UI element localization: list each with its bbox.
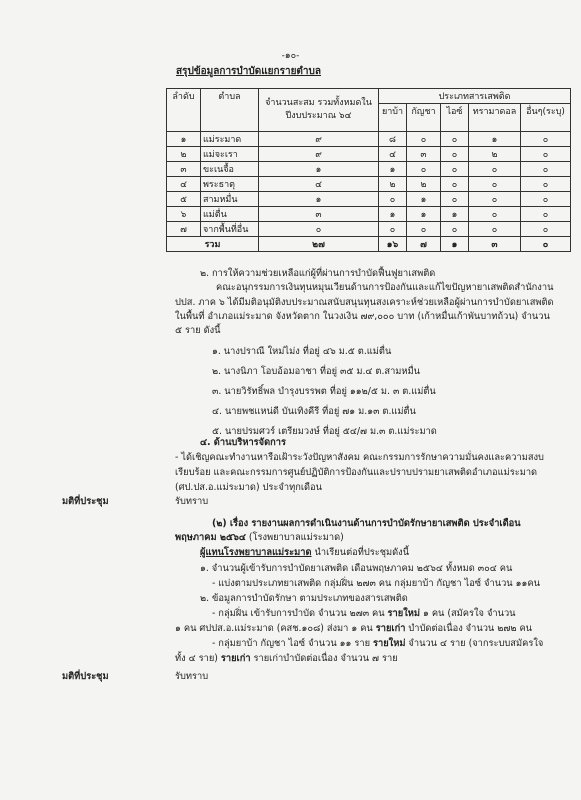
col-header-type: อื่นๆ(ระบุ) bbox=[521, 104, 571, 132]
text-span: - กลุ่มฝิ่น เข้ารับการบำบัด จำนวน ๒๗๓ คน bbox=[212, 608, 388, 619]
cell-order: ๒ bbox=[167, 147, 201, 162]
table-row bbox=[167, 192, 571, 207]
beneficiary-item: ๓. นายวิรัทธิ์พล บำรุงบรรพต ที่อยู่ ๑๑๒/๕ ม. ๓ ต.แม่ตื่น bbox=[212, 386, 436, 397]
new-cases-label: รายใหม่ bbox=[373, 638, 406, 649]
cell-value: ๑ bbox=[407, 192, 441, 207]
cell-total: ๙ bbox=[259, 147, 379, 162]
old-cases-label: รายเก่า bbox=[220, 653, 251, 664]
report-para: - แบ่งตามประเภทยาเสพติด กลุ่มฝิ่น ๒๗๓ คน กลุ่มยาบ้า กัญชา ไอซ์ จำนวน ๑๑คน bbox=[212, 578, 540, 589]
cell-value: ๐ bbox=[441, 147, 469, 162]
col-header-type: กัญชา bbox=[407, 104, 441, 132]
presenter-line bbox=[200, 547, 409, 559]
cell-total: ๙ bbox=[259, 132, 379, 147]
sec4-para: เรียบร้อย และคณะกรรมการศูนย์ปฏิบัติการป้องกันและปราบปรามยาเสพติดอำเภอแม่ระมาด bbox=[175, 467, 538, 478]
cell-order: ๔ bbox=[167, 177, 201, 192]
cell-value: ๒ bbox=[469, 147, 521, 162]
table-row bbox=[167, 177, 571, 192]
text-span: - กลุ่มยาบ้า กัญชา ไอซ์ จำนวน ๑๑ ราย bbox=[212, 638, 373, 649]
cell-total: ๓ bbox=[259, 207, 379, 222]
report-para bbox=[212, 608, 516, 620]
cell-subdistrict: ขะเนจื้อ bbox=[201, 162, 259, 177]
sec2-para: ปปส. ภาค ๖ ได้มีมติอนุมัติงบประมาณสนับสนุนทุนสงเคราะห์ช่วยเหลือผู้ผ่านการบำบัดยาเสพติด bbox=[175, 297, 554, 308]
sec4-title: ๔. ด้านบริหารจัดการ bbox=[200, 437, 286, 448]
cell-value: ๑ bbox=[469, 132, 521, 147]
cell-value: ๐ bbox=[521, 162, 571, 177]
cell-value: ๗ bbox=[407, 237, 441, 252]
table-row bbox=[167, 207, 571, 222]
col-header-type: ยาบ้า bbox=[379, 104, 407, 132]
cell-total: ๑ bbox=[259, 192, 379, 207]
cell-total: ๔ bbox=[259, 177, 379, 192]
beneficiary-item: ๒. นางนิภา โอบอ้อมอาชา ที่อยู่ ๓๕ ม.๔ ต.สามหมื่น bbox=[212, 366, 421, 377]
cell-value: ๘ bbox=[379, 132, 407, 147]
cell-value: ๐ bbox=[407, 222, 441, 237]
page-number: -๑๐- bbox=[281, 51, 300, 61]
report-para: ๑. จำนวนผู้เข้ารับการบำบัดยาเสพติด เดือนพฤษภาคม ๒๕๖๔ ทั้งหมด ๓๐๔ คน bbox=[200, 563, 513, 574]
cell-total: ๒๗ bbox=[259, 237, 379, 252]
cell-value: ๐ bbox=[441, 162, 469, 177]
cell-value: ๐ bbox=[521, 177, 571, 192]
text-span: จำนวน ๔ ราย (จากระบบสมัครใจ bbox=[405, 638, 544, 649]
text-span: ทั้ง ๔ ราย) bbox=[175, 653, 221, 664]
cell-subdistrict: แม่จะเรา bbox=[201, 147, 259, 162]
cell-value: ๐ bbox=[407, 162, 441, 177]
cell-value: ๑ bbox=[379, 207, 407, 222]
cell-value: ๐ bbox=[407, 132, 441, 147]
cell-value: ๑ bbox=[441, 207, 469, 222]
presenter-name: ผู้แทนโรงพยาบาลแม่ระมาด bbox=[200, 547, 312, 558]
table-total-row bbox=[167, 237, 571, 252]
table-body bbox=[167, 132, 571, 252]
hospital-note: (โรงพยาบาลแม่ระมาด) bbox=[245, 532, 344, 543]
text-span: ๑ คน (สมัครใจ จำนวน bbox=[420, 608, 516, 619]
cell-value: ๐ bbox=[441, 192, 469, 207]
cell-total: ๐ bbox=[259, 222, 379, 237]
table-header-row bbox=[167, 89, 571, 104]
beneficiary-item: ๔. นายพชแหน่ดี บันเทิงคีรี ที่อยู่ ๗๑ ม.๑๓ ต.แม่ตื่น bbox=[212, 406, 416, 417]
cell-value: ๐ bbox=[441, 177, 469, 192]
cell-value: ๑ bbox=[407, 207, 441, 222]
resolution-label: มติที่ประชุม bbox=[62, 671, 109, 682]
text-span: บำบัดต่อเนื่อง จำนวน ๒๗๒ คน bbox=[405, 623, 533, 634]
sec4-para: (ศป.ปส.อ.แม่ระมาด) ประจำทุกเดือน bbox=[175, 482, 322, 493]
cell-value: ๐ bbox=[441, 222, 469, 237]
cell-value: ๓ bbox=[469, 237, 521, 252]
cell-total: ๑ bbox=[259, 162, 379, 177]
cell-value: ๐ bbox=[469, 207, 521, 222]
col-header-subdistrict: ตำบล bbox=[201, 89, 259, 132]
table-row bbox=[167, 147, 571, 162]
report-month: พฤษภาคม ๒๕๖๔ bbox=[175, 532, 246, 543]
sec2-para: ในพื้นที่ อำเภอแม่ระมาด จังหวัดตาก ในวงเงิน ๗๙,๐๐๐ บาท (เก้าหมื่นเก้าพันบาทถ้วน) จำนวน bbox=[175, 311, 550, 322]
report-para bbox=[175, 623, 532, 635]
cell-order: ๑ bbox=[167, 132, 201, 147]
cell-value: ๑ bbox=[379, 162, 407, 177]
col-header-total: จำนวนสะสม รวมทั้งหมดใน ปีงบประมาณ ๖๔ bbox=[259, 89, 379, 132]
agenda-item-subtitle bbox=[175, 532, 344, 544]
cell-subdistrict: แม่ตื่น bbox=[201, 207, 259, 222]
text-span: ๑ คน ศปปส.อ.แม่ระมาด (คสช.๑๐๘) ส่งมา ๑ คน bbox=[175, 623, 376, 634]
agenda-item-title: (๒) เรื่อง รายงานผลการดำเนินงานด้านการบำบัดรักษายาเสพติด ประจำเดือน bbox=[212, 518, 521, 529]
cell-value: ๔ bbox=[379, 147, 407, 162]
new-cases-label: รายใหม่ bbox=[387, 608, 421, 619]
cell-value: ๒ bbox=[407, 177, 441, 192]
table-row bbox=[167, 222, 571, 237]
sec2-para: ๕ ราย ดังนี้ bbox=[175, 325, 221, 336]
cell-value: ๐ bbox=[521, 207, 571, 222]
drug-treatment-table bbox=[166, 88, 571, 252]
report-para bbox=[175, 653, 398, 665]
table-row bbox=[167, 132, 571, 147]
cell-value: ๒ bbox=[379, 177, 407, 192]
cell-value: ๐ bbox=[521, 192, 571, 207]
cell-value: ๐ bbox=[379, 222, 407, 237]
cell-subdistrict: แม่ระมาด bbox=[201, 132, 259, 147]
old-cases-label: รายเก่า bbox=[375, 623, 406, 634]
table-row bbox=[167, 162, 571, 177]
cell-value: ๐ bbox=[521, 147, 571, 162]
cell-value: ๐ bbox=[441, 132, 469, 147]
cell-value: ๐ bbox=[469, 222, 521, 237]
beneficiary-item: ๕. นายปรมศวร์ เตรียมวงษ์ ที่อยู่ ๕๔/๗ ม.๓ ต.แม่ระมาด bbox=[212, 426, 437, 437]
cell-subdistrict: สามหมื่น bbox=[201, 192, 259, 207]
cell-value: ๐ bbox=[379, 192, 407, 207]
sec4-para: - ได้เชิญคณะทำงานหารือเฝ้าระวังปัญหาสังคม คณะกรรมการรักษาความมั่นคงและความสงบ bbox=[175, 452, 544, 463]
resolution-text: รับทราบ bbox=[175, 496, 209, 507]
resolution-text: รับทราบ bbox=[175, 671, 209, 682]
col-header-drug-type: ประเภทสารเสพติด bbox=[379, 89, 571, 104]
cell-total-label: รวม bbox=[167, 237, 259, 252]
cell-value: ๑๖ bbox=[379, 237, 407, 252]
cell-value: ๑ bbox=[441, 237, 469, 252]
col-header-type: ไอซ์ bbox=[441, 104, 469, 132]
cell-order: ๖ bbox=[167, 207, 201, 222]
report-para bbox=[212, 638, 543, 650]
beneficiary-item: ๑. นางปราณี ใหม่ไม่ง ที่อยู่ ๔๖ ม.๕ ต.แม่ตื่น bbox=[212, 346, 392, 357]
cell-order: ๗ bbox=[167, 222, 201, 237]
col-header-order: ลำดับ bbox=[167, 89, 201, 132]
cell-value: ๐ bbox=[521, 132, 571, 147]
cell-value: ๐ bbox=[469, 192, 521, 207]
cell-order: ๓ bbox=[167, 162, 201, 177]
report-para: ๒. ข้อมูลการบำบัดรักษา ตามประเภทของสารเสพติด bbox=[200, 593, 408, 604]
text-span: รายเก่าบำบัดต่อเนื่อง จำนวน ๗ ราย bbox=[250, 653, 398, 664]
cell-value: ๓ bbox=[407, 147, 441, 162]
sec2-para: คณะอนุกรรมการเงินทุนหมุนเวียนด้านการป้องกันและแก้ไขปัญหายาเสพติดสำนักงาน bbox=[216, 282, 554, 293]
section-heading: สรุปข้อมูลการบำบัดแยกรายตำบล bbox=[176, 66, 322, 77]
resolution-label: มติที่ประชุม bbox=[62, 496, 109, 507]
cell-order: ๕ bbox=[167, 192, 201, 207]
cell-subdistrict: จากพื้นที่อื่น bbox=[201, 222, 259, 237]
presenter-note: นำเรียนต่อที่ประชุมดังนี้ bbox=[311, 547, 410, 558]
col-header-type: ทรามาดอล bbox=[469, 104, 521, 132]
cell-value: ๐ bbox=[469, 162, 521, 177]
cell-subdistrict: พระธาตุ bbox=[201, 177, 259, 192]
cell-value: ๐ bbox=[521, 237, 571, 252]
sec2-title: ๒. การให้ความช่วยเหลือแก่ผู้ที่ผ่านการบำบัดฟื้นฟูยาเสพติด bbox=[200, 268, 436, 279]
cell-value: ๐ bbox=[521, 222, 571, 237]
cell-value: ๐ bbox=[469, 177, 521, 192]
